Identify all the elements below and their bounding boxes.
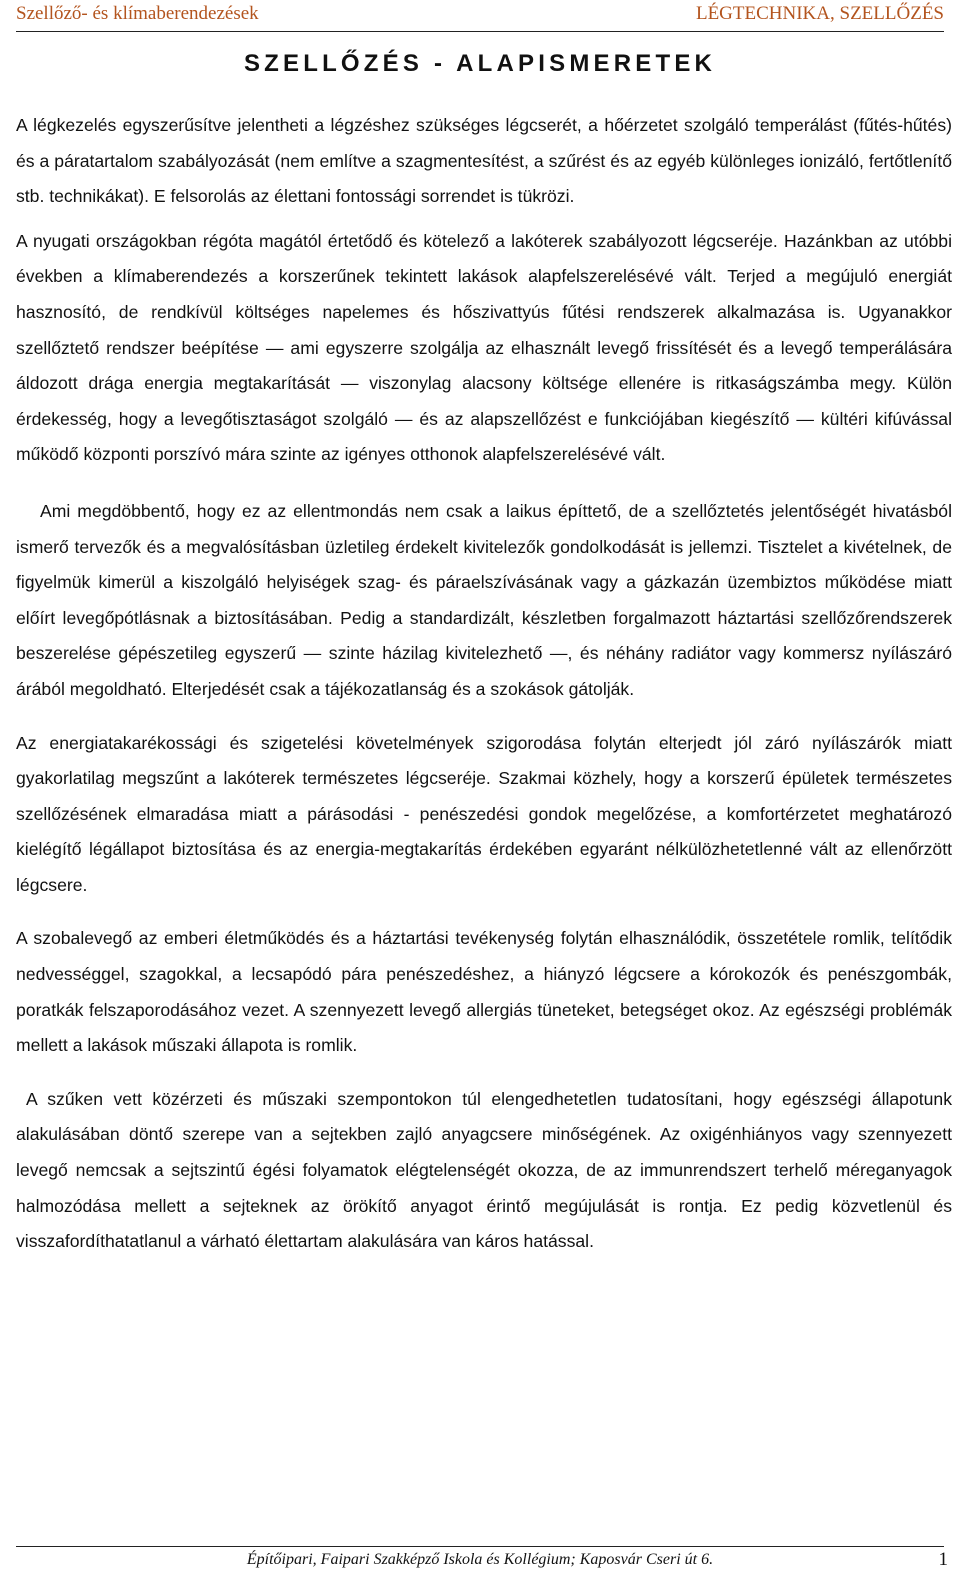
paragraph-4: Az energiatakarékossági és szigetelési követelmények szigorodása folytán elterjedt jól záró nyílászárók miatt gyakorlatilag megszűnt a lakóterek természetes légcseréje. Szakmai közhely, hogy a korszerű épületek természetes szellőzésének elmaradása miatt a párásodási - penészedési gondok megelőzése, a komfortérzetet meghatározó kielégítő légállapot biztosítása és az energia-megtakarítás érdekében egyaránt nélkülözhetetlenné vált az ellenőrzött légcsere. <box>16 732 952 895</box>
paragraph-6: A szűken vett közérzeti és műszaki szempontokon túl elengedhetetlen tudatosítani, hogy egészségi állapotunk alakulásában döntő szerepe van a sejtekben zajló anyagcsere minőségének. Az oxigénhiányos vagy szennyezett levegő nemcsak a sejtszintű égési folyamatok elégtelenségét okozza, de az immunrendszert terhelő méreganyagok halmozódása mellett a sejteknek az örökítő anyagot érintő megújulását is rontja. Ez pedig közvetlenül és visszafordíthatatlanul a várható élettartam alakulására van káros hatással. <box>16 1088 952 1252</box>
paragraph-1: A légkezelés egyszerűsítve jelentheti a légzéshez szükséges légcserét, a hőérzetet szolgáló temperálást (fűtés-hűtés) és a páratartalom szabályozását (nem említve a szagmentesítést, a szűrést és az egyéb különleges ionizáló, fertőtlenítő stb. technikákat). E felsorolás az élettani fontossági sorrendet is tükrözi. <box>16 115 952 207</box>
paragraph-3: Ami megdöbbentő, hogy ez az ellentmondás nem csak a laikus építtető, de a szellőztetés jelentőségét hivatásból ismerő tervezők és a megvalósításban üzletileg érdekelt kivitelezők gondolkodását is jellemzi. Tisztelet a kivételnek, de figyelmük kimerül a kiszolgáló helyiségek szag- és páraelszívásának vagy a gázkazán üzembiztos működése miatt előírt levegőpótlásnak a biztosításában. Pedig a standardizált, készletben forgalmazott háztartási szellőzőrendszerek beszerelése gépészetileg egyszerű — szinte házilag kivitelezhető —, és néhány radiátor vagy kommersz nyílászáró árából megoldható. Elterjedését csak a tájékozatlanság és a szokások gátolják. <box>16 500 952 699</box>
document-body <box>16 108 952 1260</box>
header-right: LÉGTECHNIKA, SZELLŐZÉS <box>695 3 944 24</box>
paragraph-2: A nyugati országokban régóta magától értetődő és kötelező a lakóterek szabályozott légcseréje. Hazánkban az utóbbi években a klímaberendezés a korszerűnek tekintett lakások alapfelszerelésévé vált. Terjed a megújuló energiát hasznosító, de rendkívül költséges napelemes és hőszivattyús fűtési rendszerek alkalmazása is. Ugyanakkor szellőztető rendszer beépítése — ami egyszerre szolgálja az elhasznált levegő frissítését és a levegő temperálására áldozott drága energia megtakarítását — viszonylag alacsony költsége ellenére is ritkaságszámba megy. Külön érdekesség, hogy a levegőtisztaságot szolgáló — és az alapszellőzést e funkciójában kiegészítő — kültéri kifúvással működő központi porszívó mára szinte az igényes otthonok alapfelszerelésévé vált. <box>16 230 952 465</box>
footer-divider <box>16 1546 944 1547</box>
footer-text: Építőipari, Faipari Szakképző Iskola és Kollégium; Kaposvár Cseri út 6. <box>246 1551 714 1568</box>
page-number: 1 <box>938 1549 948 1570</box>
header-left: Szellőző- és klímaberendezések <box>16 3 259 24</box>
header-divider <box>16 31 944 32</box>
paragraph-5: A szobalevegő az emberi életműködés és a háztartási tevékenység folytán elhasználódik, összetétele romlik, telítődik nedvességgel, szagokkal, a lecsapódó pára penészedéshez, a hiányzó légcsere a kórokozók és penészgombák, poratkák felszaporodásához vezet. A szennyezett levegő allergiás tüneteket, betegséget okoz. Az egészségi problémák mellett a lakások műszaki állapota is romlik. <box>16 928 952 1056</box>
page-title: SZELLŐZÉS - ALAPISMERETEK <box>243 50 717 77</box>
